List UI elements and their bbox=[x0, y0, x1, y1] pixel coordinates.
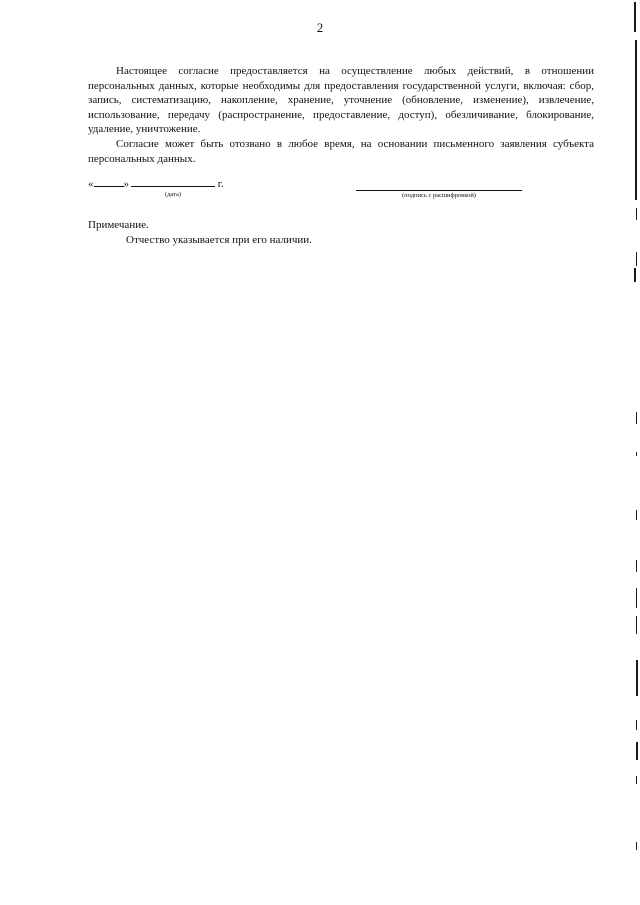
page-number: 2 bbox=[316, 20, 324, 35]
scan-edge-mark bbox=[636, 252, 637, 266]
date-caption: (дата) bbox=[164, 191, 182, 198]
signature-caption: (подпись с расшифровкой) bbox=[402, 192, 476, 199]
scan-edge-mark bbox=[634, 2, 636, 32]
year-suffix: г. bbox=[217, 178, 224, 190]
scan-edge-mark bbox=[636, 842, 637, 850]
signature-blank bbox=[356, 178, 522, 191]
date-day-blank bbox=[94, 186, 124, 187]
scan-edge-mark bbox=[636, 510, 637, 520]
quote-open: « bbox=[88, 178, 94, 190]
scan-edge-mark bbox=[636, 452, 637, 456]
scan-edge-mark bbox=[636, 776, 637, 784]
scan-edge-mark bbox=[636, 412, 637, 424]
note-title: Примечание. bbox=[88, 219, 149, 231]
scan-edge-mark bbox=[635, 40, 637, 200]
note-section bbox=[88, 218, 594, 248]
scan-edge-mark bbox=[636, 742, 638, 760]
quote-close: » bbox=[123, 178, 129, 190]
consent-body bbox=[88, 64, 594, 166]
consent-paragraph-actions: Настоящее согласие предоставляется на осуществление любых действий, в отношении персональных данных, которые необходимы для предоставления государственной услуги, включая: сбор, запись, систематизацию, накопление, хранение, уточнение (обновление, изменение), извлечение, использование, передачу (распространение, предоставление, доступ), обезличивание, блокирование, удаление, уничтожение. bbox=[88, 65, 594, 136]
consent-paragraph-withdrawal: Согласие может быть отозвано в любое время, на основании письменного заявления субъекта персональных данных. bbox=[88, 137, 594, 165]
scan-edge-mark bbox=[636, 616, 637, 634]
signature-field bbox=[356, 178, 522, 199]
scan-edge-mark bbox=[634, 268, 636, 282]
date-field bbox=[88, 178, 224, 198]
scan-edge-mark bbox=[636, 660, 638, 696]
scan-edge-mark bbox=[636, 720, 637, 730]
date-month-blank bbox=[131, 186, 215, 187]
signature-row bbox=[88, 178, 594, 204]
note-text: Отчество указывается при его наличии. bbox=[126, 234, 312, 246]
scan-edge-mark bbox=[636, 588, 637, 608]
scan-edge-mark bbox=[636, 208, 637, 220]
scan-edge-mark bbox=[636, 560, 637, 572]
